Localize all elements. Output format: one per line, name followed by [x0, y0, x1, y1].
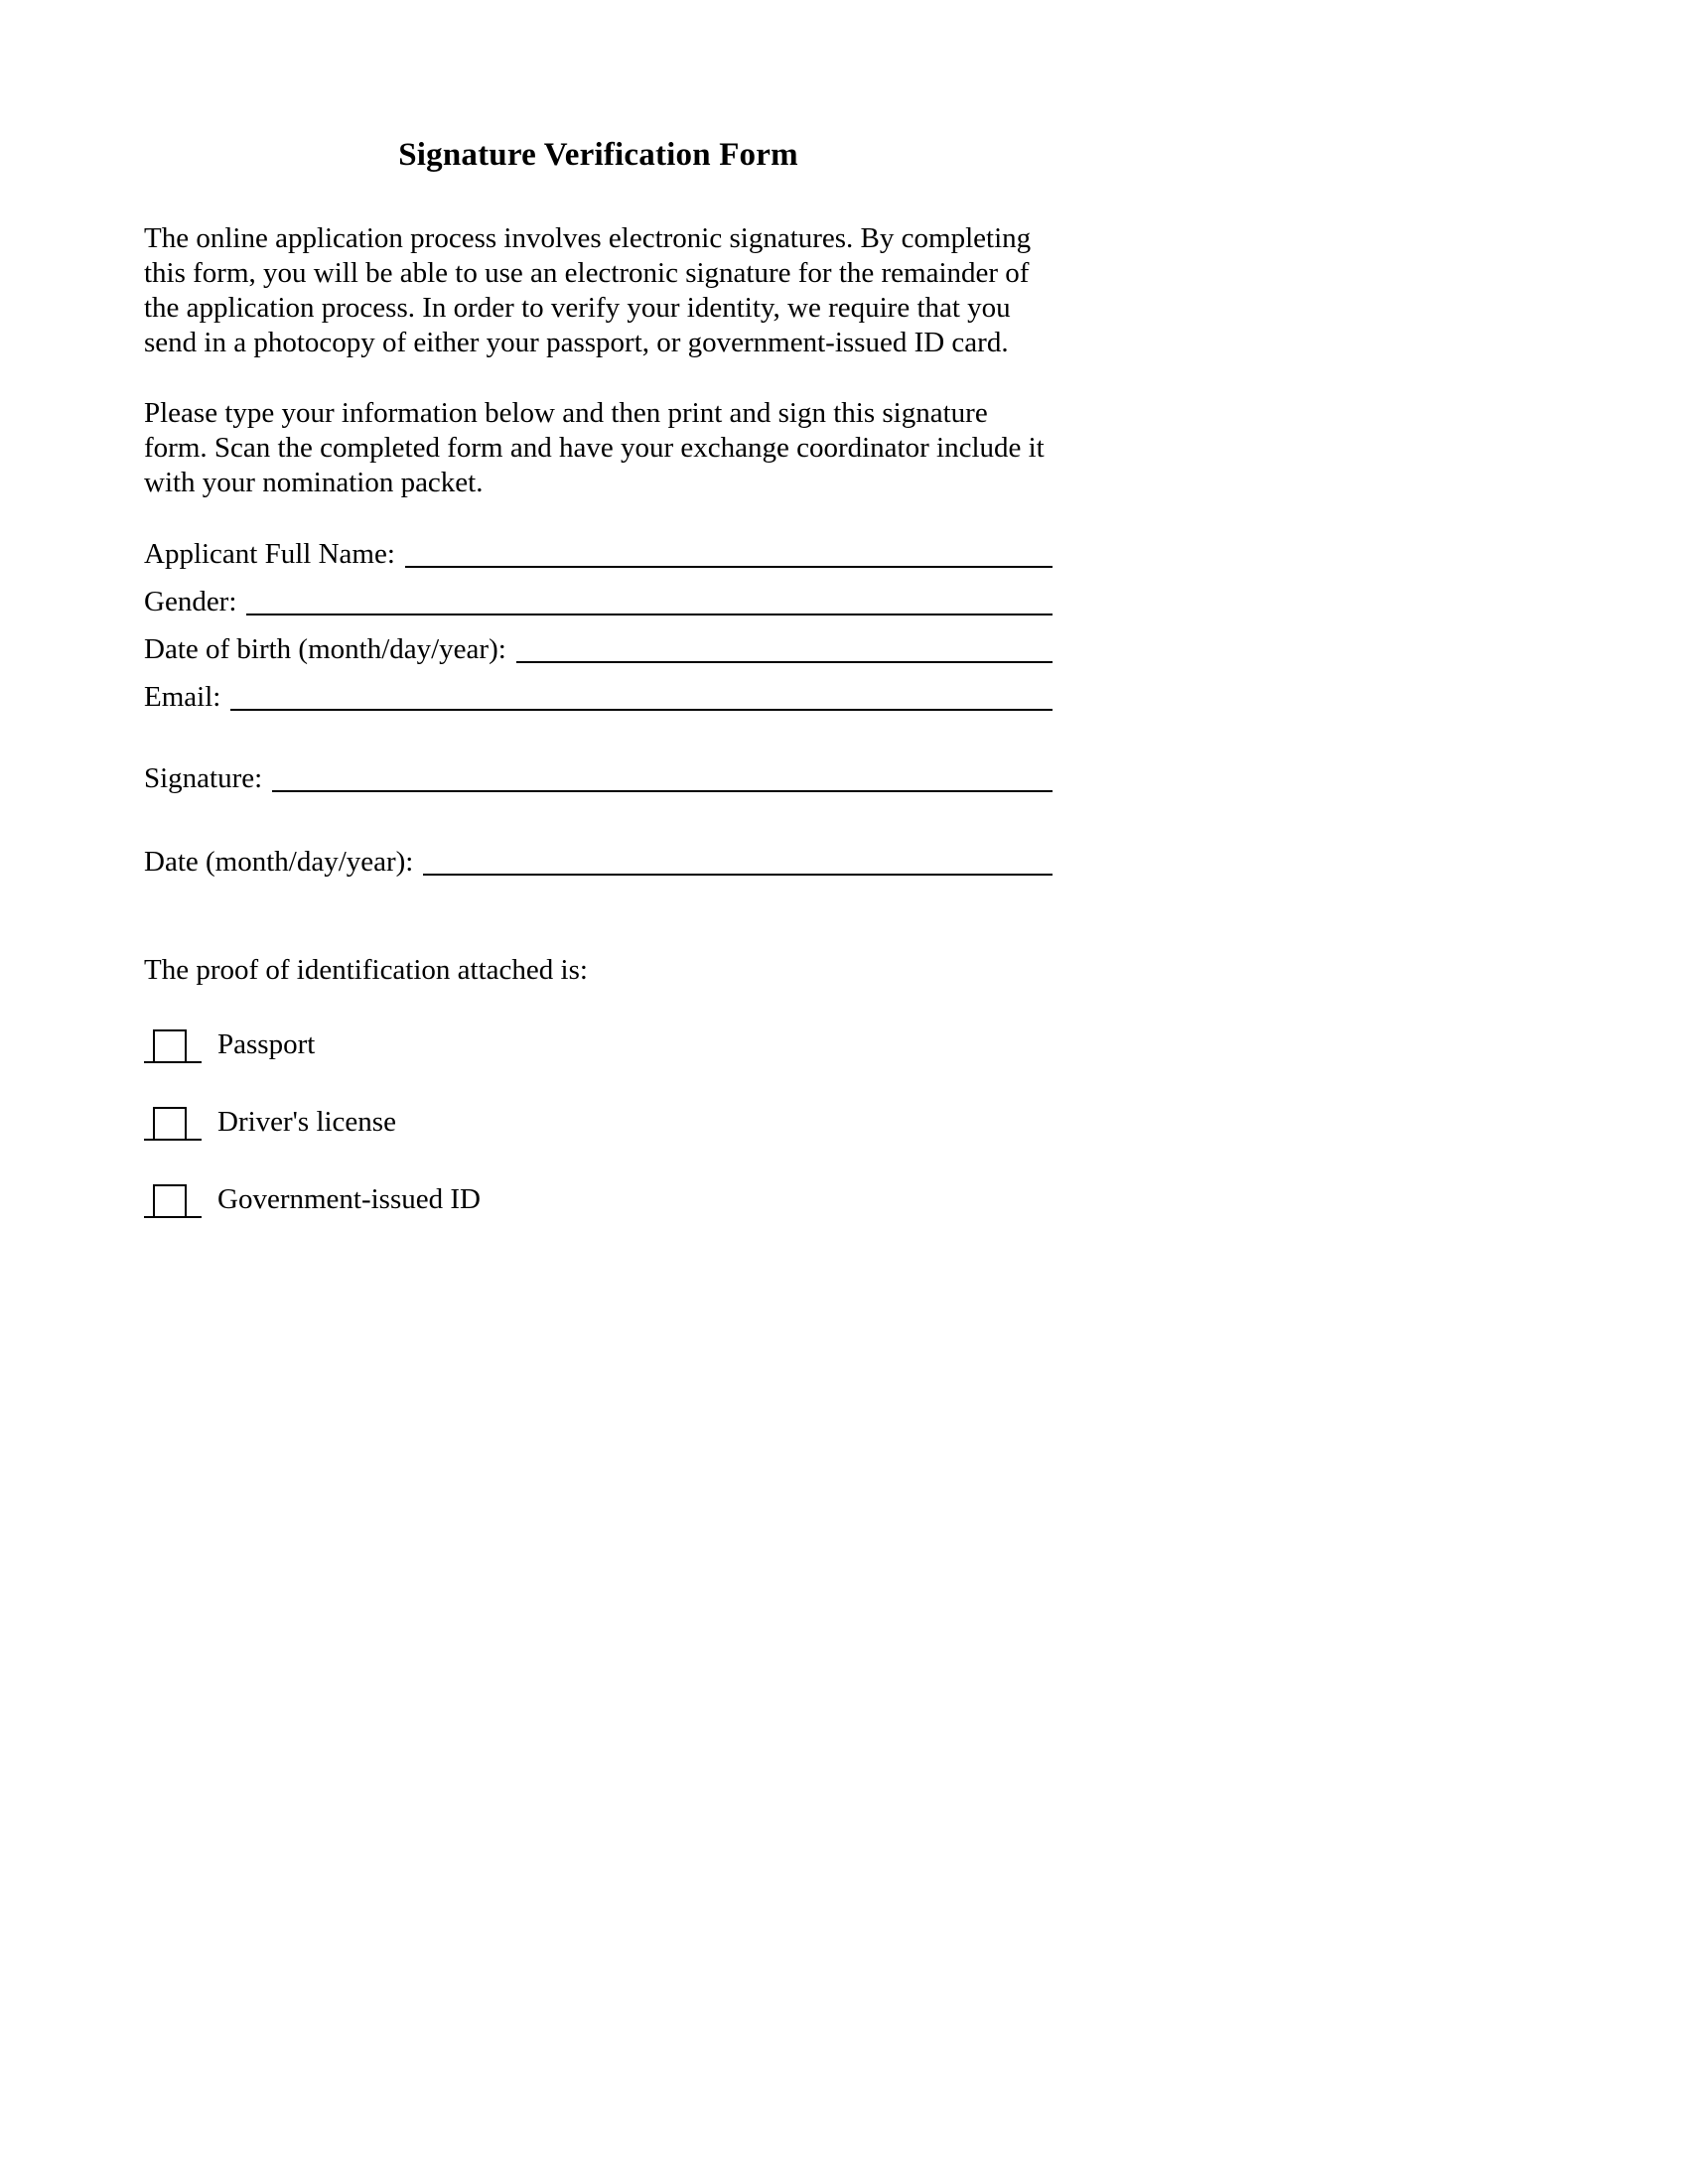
checkbox-row-drivers-license: [144, 1095, 1053, 1141]
passport-label: Passport: [217, 1028, 316, 1060]
full-name-field[interactable]: [405, 536, 1053, 568]
spacer: [144, 891, 1053, 953]
gender-label: Gender:: [144, 586, 237, 617]
date-label: Date (month/day/year):: [144, 846, 414, 878]
checkbox-row-passport: [144, 1018, 1053, 1063]
spacer: [144, 727, 1053, 760]
passport-checkbox[interactable]: [153, 1029, 187, 1063]
drivers-license-checkbox-line: [144, 1095, 202, 1141]
signature-field[interactable]: [272, 760, 1053, 792]
full-name-label: Applicant Full Name:: [144, 538, 395, 570]
field-row-date: [144, 844, 1053, 879]
instructions-paragraph: Please type your information below and then print and sign this signature form. Scan the completed form and have your exchange coordinator include it with your nomination packet.: [144, 397, 1045, 498]
field-row-date-of-birth: [144, 631, 1053, 666]
email-field[interactable]: [230, 679, 1053, 711]
spacer: [144, 808, 1053, 844]
government-issued-id-checkbox-line: [144, 1172, 202, 1218]
date-of-birth-label: Date of birth (month/day/year):: [144, 633, 506, 665]
field-row-signature: [144, 760, 1053, 795]
applicant-fields: [144, 536, 1053, 714]
government-issued-id-label: Government-issued ID: [217, 1183, 481, 1215]
field-row-gender: [144, 584, 1053, 618]
email-label: Email:: [144, 681, 221, 713]
field-row-full-name: [144, 536, 1053, 571]
date-of-birth-field[interactable]: [516, 631, 1053, 663]
government-issued-id-checkbox[interactable]: [153, 1184, 187, 1218]
field-row-email: [144, 679, 1053, 714]
drivers-license-checkbox[interactable]: [153, 1107, 187, 1141]
page-title: Signature Verification Form: [398, 137, 798, 173]
proof-of-identification-heading: The proof of identification attached is:: [144, 954, 588, 986]
gender-field[interactable]: [246, 584, 1053, 615]
date-field[interactable]: [423, 844, 1053, 876]
signature-label: Signature:: [144, 762, 263, 794]
intro-paragraph: The online application process involves electronic signatures. By completing this form, you will be able to use an electronic signature for the remainder of the application process. In order to verify your identity, we require that you send in a photocopy of either your passport, or government-issued ID card.: [144, 222, 1032, 358]
drivers-license-label: Driver's license: [217, 1106, 396, 1138]
checkbox-row-government-issued-id: [144, 1172, 1053, 1218]
passport-checkbox-line: [144, 1018, 202, 1063]
